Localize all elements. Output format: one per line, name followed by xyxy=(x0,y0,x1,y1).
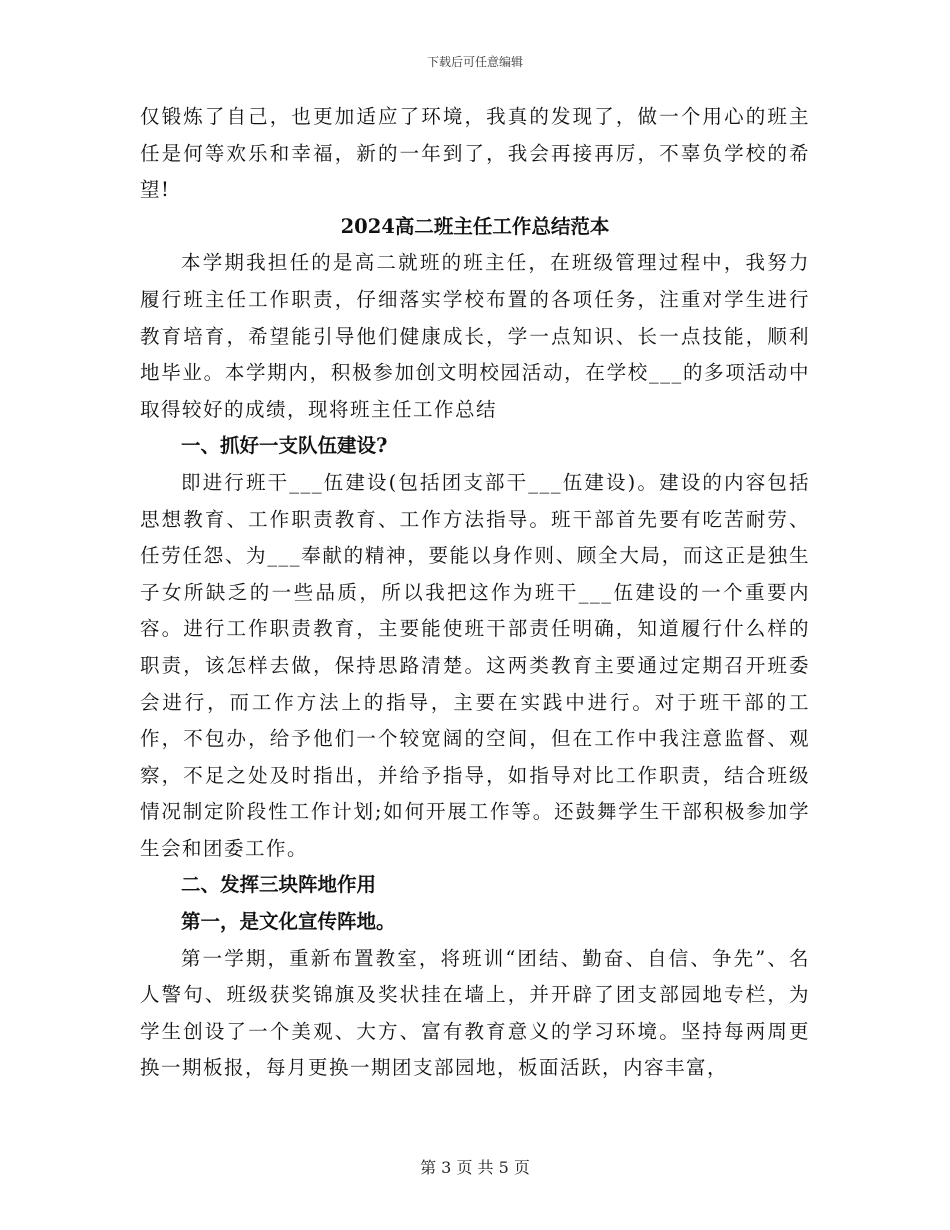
intro-paragraph: 本学期我担任的是高二就班的班主任，在班级管理过程中，我努力履行班主任工作职责，仔细落实学校布置的各项任务，注重对学生进行教育培育，希望能引导他们健康成长，学一点知识、长一点技能，顺利地毕业。本学期内，积极参加创文明校园活动，在学校___的多项活动中取得较好的成绩，现将班主任工作总结 xyxy=(140,251,810,421)
subsection-heading-1: 第一，是文化宣传阵地。 xyxy=(181,910,396,934)
continued-paragraph: 仅锻炼了自己，也更加适应了环境，我真的发现了，做一个用心的班主任是何等欢乐和幸福，新的一年到了，我会再接再厉，不辜负学校的希望! xyxy=(140,105,810,202)
page-header: 下载后可任意编辑 xyxy=(426,55,523,69)
section-heading-1: 一、抓好一支队伍建设? xyxy=(181,434,388,458)
section-heading-2: 二、发挥三块阵地作用 xyxy=(181,873,377,897)
subsection-1-paragraph: 第一学期，重新布置教室，将班训“团结、勤奋、自信、争先”、名人警句、班级获奖锦旗及奖状挂在墙上，并开辟了团支部园地专栏，为学生创设了一个美观、大方、富有教育意义的学习环境。坚持每两周更换一期板报，每月更换一期团支部园地，板面活跃，内容丰富， xyxy=(140,946,810,1080)
document-body xyxy=(140,99,810,1087)
document-title: 2024高二班主任工作总结范本 xyxy=(340,214,610,238)
section-1-paragraph: 即进行班干___伍建设(包括团支部干___伍建设)。建设的内容包括思想教育、工作职责教育、工作方法指导。班干部首先要有吃苦耐劳、任劳任怨、为___奉献的精神，要能以身作则、顾全大局，而这正是独生子女所缺乏的一些品质，所以我把这作为班干___伍建设的一个重要内容。进行工作职责教育，主要能使班干部责任明确，知道履行什么样的职责，该怎样去做，保持思路清楚。这两类教育主要通过定期召开班委会进行，而工作方法上的指导，主要在实践中进行。对于班干部的工作，不包办，给予他们一个较宽阔的空间，但在工作中我注意监督、观察，不足之处及时指出，并给予指导，如指导对比工作职责，结合班级情况制定阶段性工作计划;如何开展工作等。还鼓舞学生干部积极参加学生会和团委工作。 xyxy=(140,470,810,860)
page-footer: 第 3 页 共 5 页 xyxy=(420,1158,530,1177)
